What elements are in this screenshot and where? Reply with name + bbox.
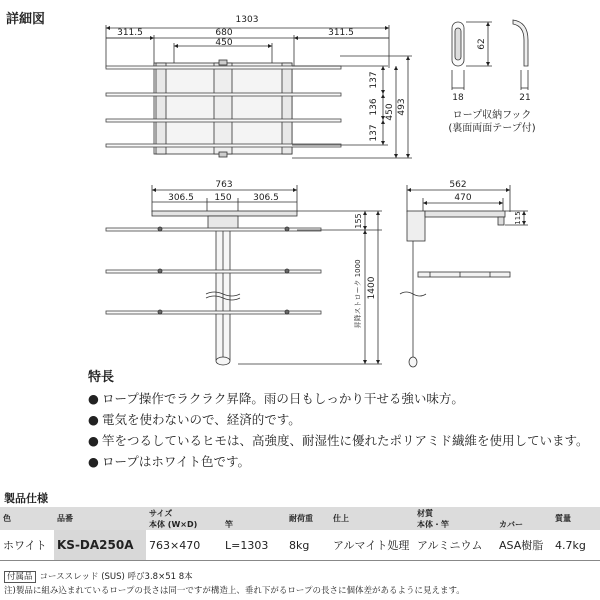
spec-header-model: 品番 [54,507,146,530]
dim-hook-side: 21 [519,93,531,103]
spec-header-finish: 仕上 [330,507,414,530]
spec-header-size: サイズ [146,507,286,519]
spec-load: 8kg [286,530,330,561]
dim-depth-total: 493 [397,98,407,116]
dim-front-stroke: 昇降ストローク 1000 [354,259,362,329]
dim-gap-top: 137 [369,71,379,89]
dim-front-center: 150 [214,193,232,203]
spec-header-load: 耐荷重 [286,507,330,530]
dim-top-inner: 450 [215,38,233,48]
spec-header-color: 色 [0,507,54,530]
spec-header-body-rod: 本体・竿 [414,519,496,530]
spec-header-weight: 質量 [552,507,600,530]
rope-note: 注)製品に組み込まれているロープの長さは同一ですが構造上、垂れ下がるロープの長さに個体差があるように見えます。 [4,586,465,596]
spec-model: KS-DA250A [54,530,146,561]
dim-top-overall: 1303 [235,15,259,25]
spec-material-body: アルミニウム [414,530,496,561]
dim-gap-bottom: 137 [369,124,379,142]
dim-front-mount: 155 [354,213,363,229]
feature-item: ● 電気を使わないので、経済的です。 [88,412,301,427]
dim-front-side-right: 306.5 [253,193,279,203]
feature-item: ● ロープはホワイト色です。 [88,454,251,469]
accessory-text: コーススレッド (SUS) 呼び3.8×51 8本 [39,572,193,582]
spec-color: ホワイト [0,530,54,561]
notes [4,570,465,598]
features-list [88,388,593,472]
feature-item: ● ロープ操作でラクラク昇降。雨の日もしっかり干せる強い味方。 [88,391,464,406]
dim-side-mount: 115 [514,211,522,225]
dim-side-inner: 470 [454,193,472,203]
dim-top-side-right: 311.5 [328,28,354,38]
hook-caption-2: (裏面両面テープ付) [448,123,536,134]
spec-rod-length: L=1303 [222,530,286,561]
spec-body-size: 763×470 [146,530,222,561]
feature-item: ● 竿をつるしているヒモは、高強度、耐湿性に優れたポリアミド繊維を使用しています。 [88,433,589,448]
dim-hook-front: 18 [452,93,464,103]
dim-depth-inner: 450 [385,103,395,121]
accessory-note [4,570,465,584]
spec-table [0,507,600,561]
spec-material-cover: ASA樹脂 [496,530,552,561]
dim-hook-height: 62 [477,38,487,50]
drawing-section-title: 詳細図 [6,12,46,27]
top-view [106,25,412,158]
spec-finish: アルマイト処理 [330,530,414,561]
dim-front-total: 1400 [367,276,377,300]
spec-weight: 4.7kg [552,530,600,561]
dim-front-side-left: 306.5 [168,193,194,203]
accessory-label: 付属品 [4,571,36,583]
spec-title: 製品仕様 [4,492,48,505]
spec-header-rod: 竿 [222,519,286,530]
dim-front-overall: 763 [215,180,233,190]
spec-header-body: 本体 (W×D) [146,519,222,530]
hook-caption-1: ロープ収納フック [452,110,532,121]
spec-header-material: 材質 [414,507,552,519]
front-view [106,185,382,365]
dim-top-side-left: 311.5 [117,28,143,38]
side-view [400,185,528,367]
features-title: 特長 [88,370,115,385]
dim-top-center: 680 [215,28,233,38]
rope-hook [452,20,528,90]
spec-header-cover: カバー [496,519,552,530]
dim-side-overall: 562 [449,180,467,190]
dim-gap-middle: 136 [369,98,379,116]
